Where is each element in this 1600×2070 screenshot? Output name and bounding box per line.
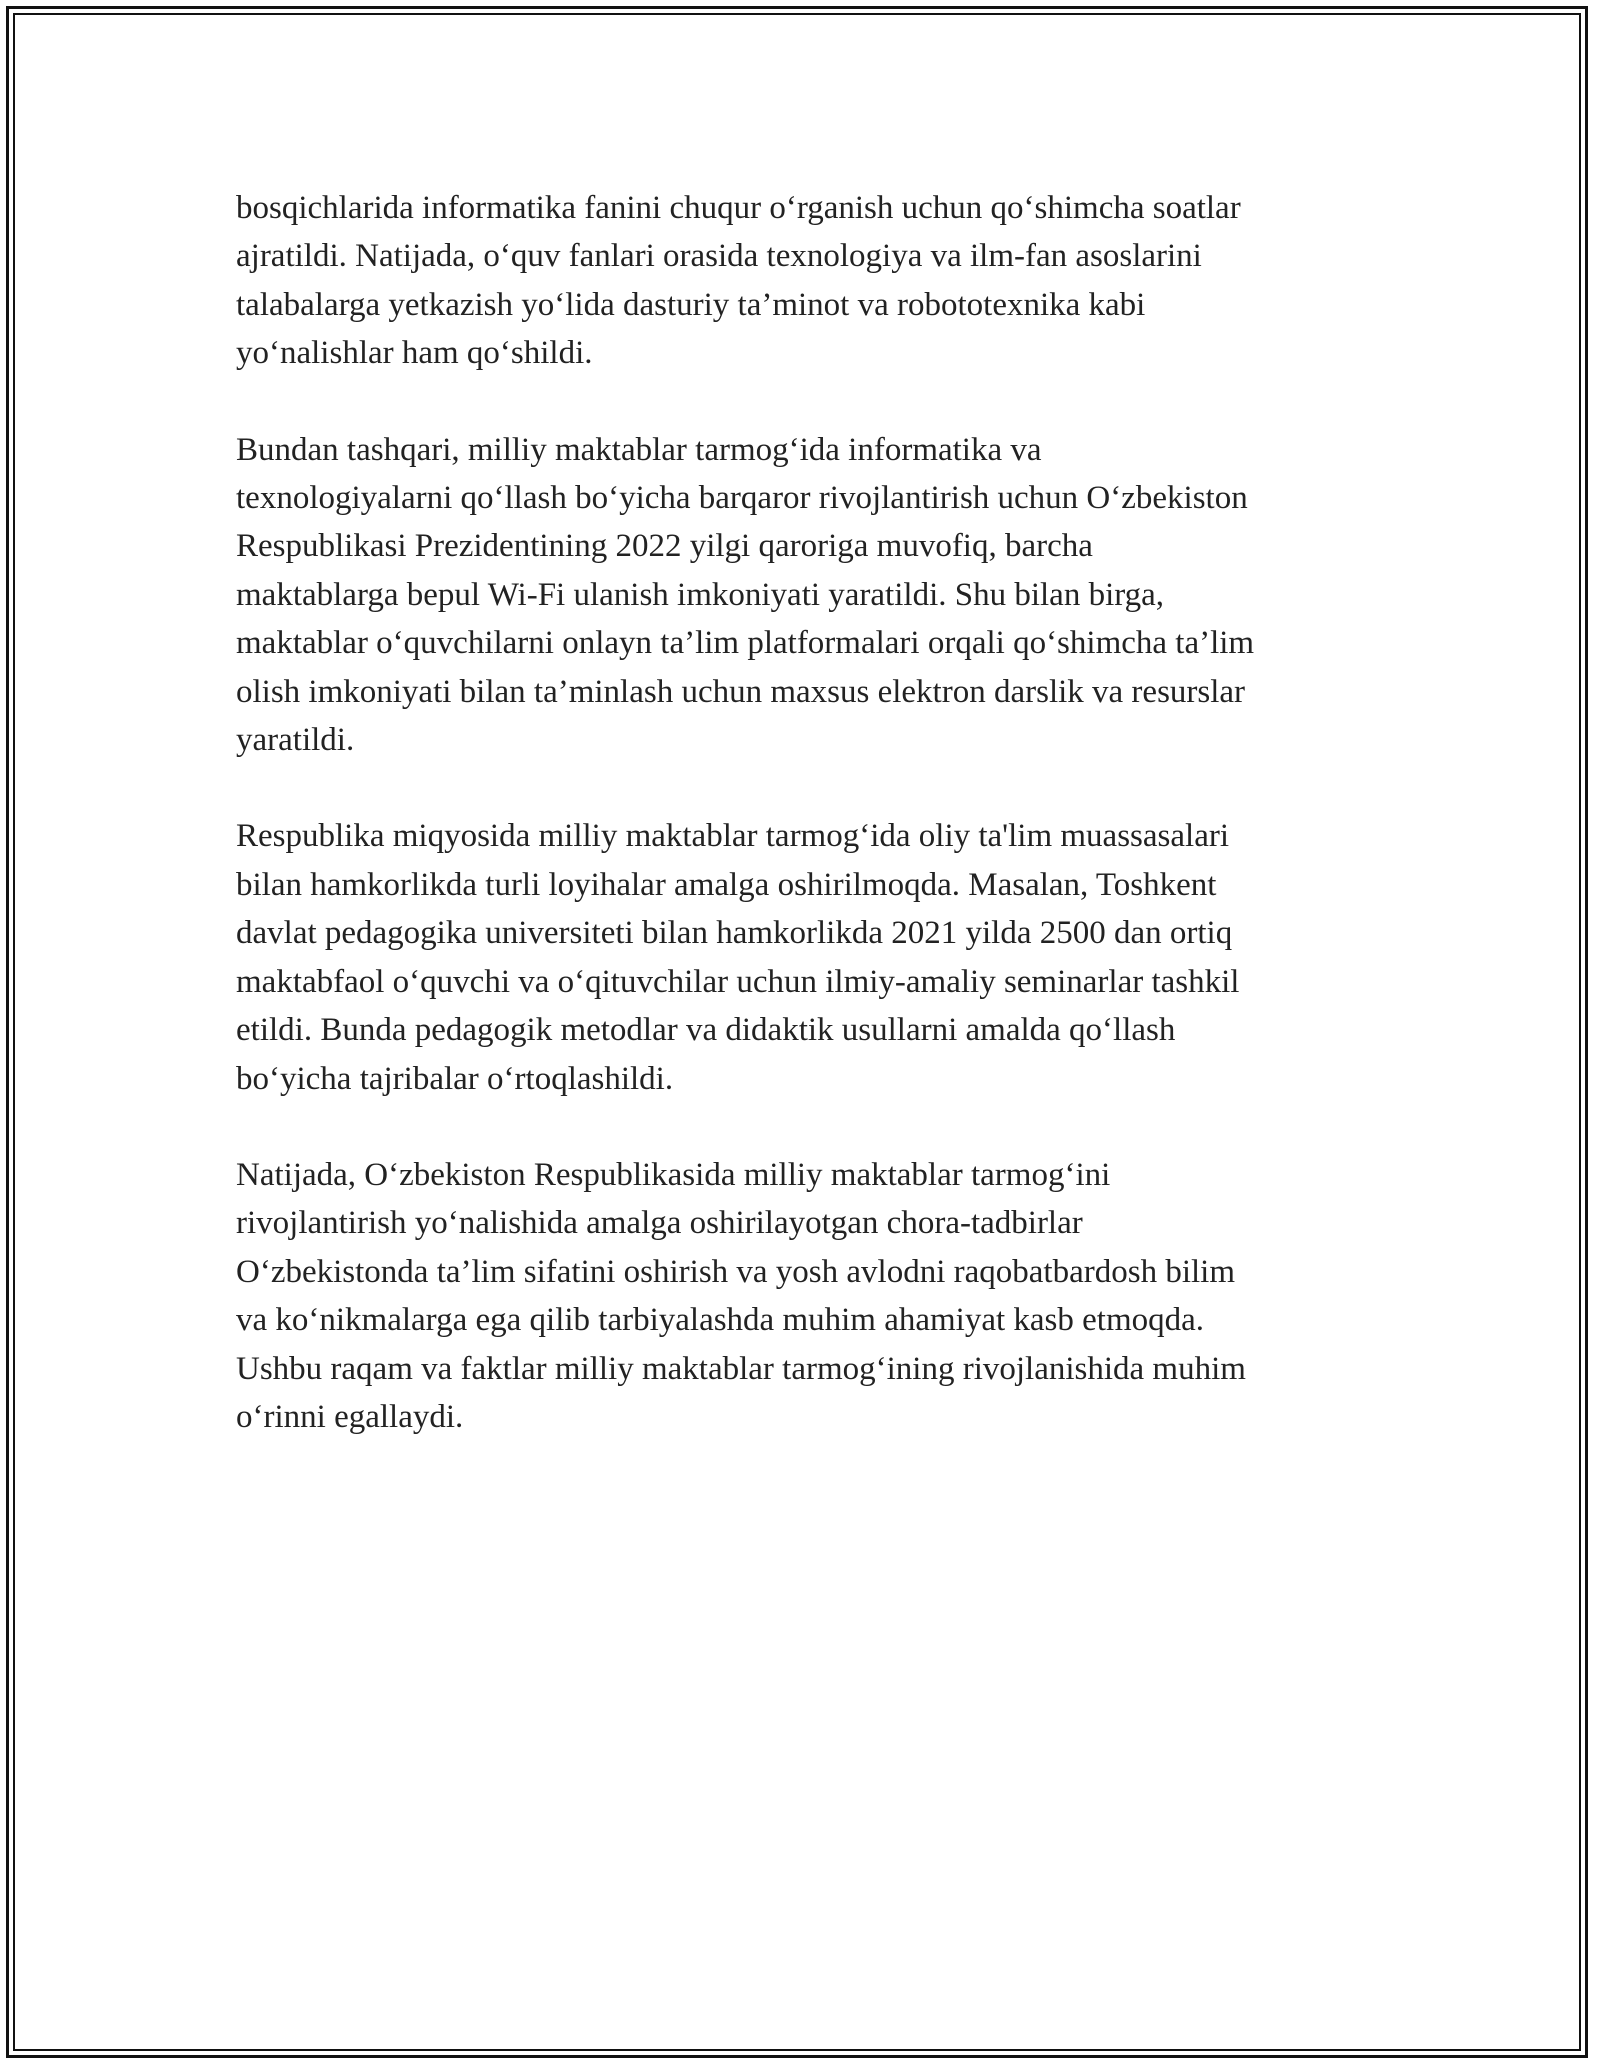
paragraph-4: Natijada, O‘zbekiston Respublikasida milliy maktablar tarmog‘ini rivojlantirish yo‘nalishida amalga oshirilayotgan chora-tadbirlar O‘zbekistonda ta’lim sifatini oshirish va yosh avlodni raqobatbardosh bilim va ko‘nikmalarga ega qilib tarbiyalashda muhim ahamiyat kasb etmoqda. Ushbu raqam va faktlar milliy maktablar tarmog‘ining rivojlanishida muhim o‘rinni egallaydi. — [236, 1156, 1246, 1435]
paragraph-1: bosqichlarida informatika fanini chuqur o‘rganish uchun qo‘shimcha soatlar ajratildi. Natijada, o‘quv fanlari orasida texnologiya va ilm-fan asoslarini talabalarga yetkazish yo‘lida dasturiy ta’minot va robototexnika kabi yo‘nalishlar ham qo‘shildi. — [236, 190, 1241, 372]
paragraph-3: Respublika miqyosida milliy maktablar tarmog‘ida oliy ta'lim muassasalari bilan hamkorlikda turli loyihalar amalga oshirilmoqda. Masalan, Toshkent davlat pedagogika universiteti bilan hamkorlikda 2021 yilda 2500 dan ortiq maktabfaol o‘quvchi va o‘qituvchilar uchun ilmiy-amaliy seminarlar tashkil etildi. Bunda pedagogik metodlar va didaktik usullarni amalda qo‘llash bo‘yicha tajribalar o‘rtoqlashildi. — [236, 818, 1240, 1097]
paragraph-2: Bundan tashqari, milliy maktablar tarmog‘ida informatika va texnologiyalarni qo‘llash bo‘yicha barqaror rivojlantirish uchun O‘zbekiston Respublikasi Prezidentining 2022 yilgi qaroriga muvofiq, barcha maktablarga bepul Wi-Fi ulanish imkoniyati yaratildi. Shu bilan birga, maktablar o‘quvchilarni onlayn ta’lim platformalari orqali qo‘shimcha ta’lim olish imkoniyati bilan ta’minlash uchun maxsus elektron darslik va resurslar yaratildi. — [236, 431, 1255, 759]
document-body — [236, 184, 1386, 1489]
